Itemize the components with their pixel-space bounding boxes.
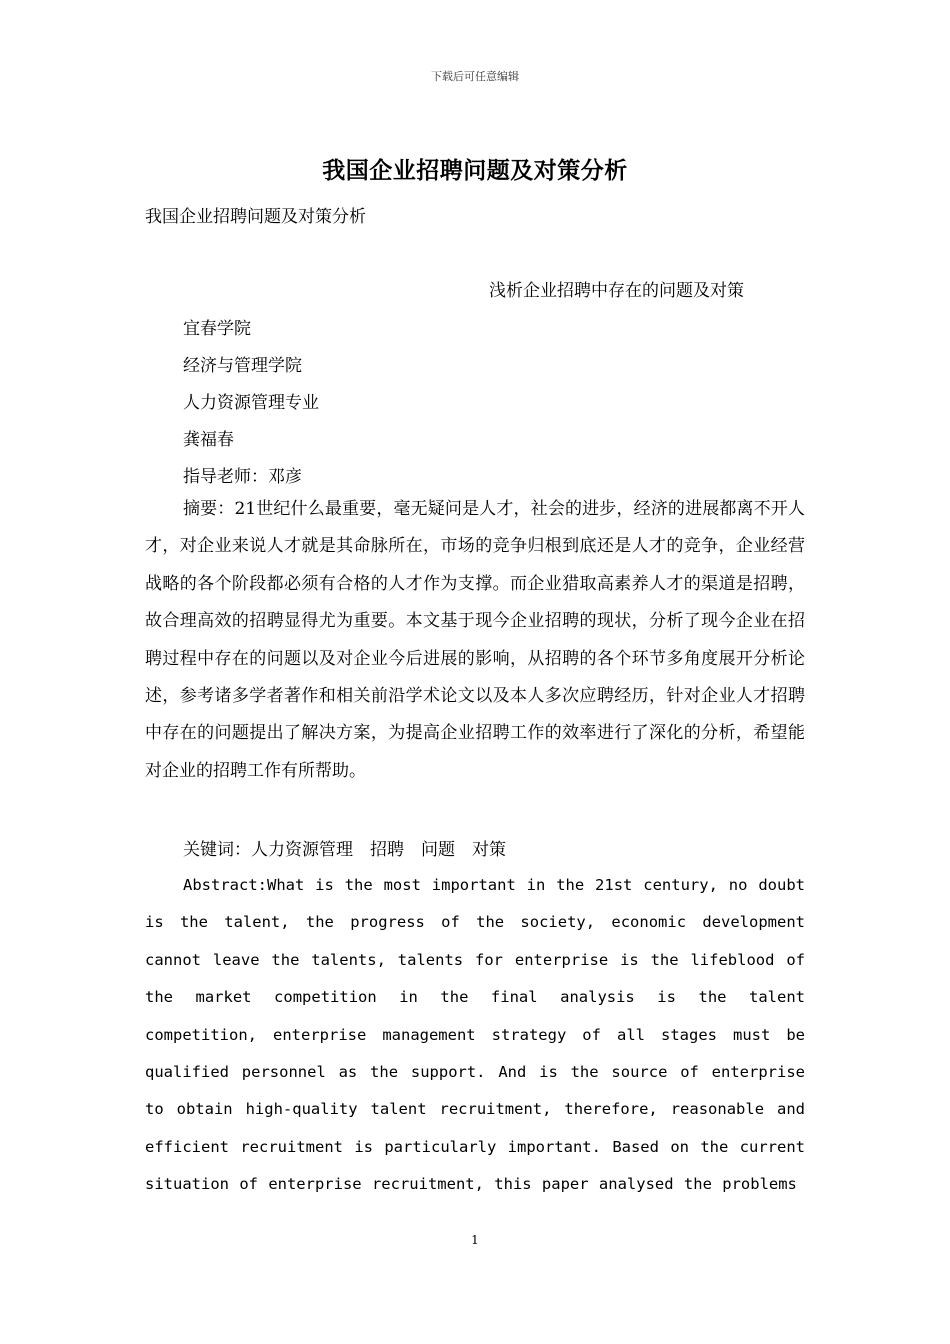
advisor-name: 指导老师：邓彦 [183,467,302,487]
abstract-chinese: 摘要：21世纪什么最重要，毫无疑问是人才，社会的进步，经济的进展都离不开人才，对企业来说人才就是其命脉所在，市场的竞争归根到底还是人才的竞争，企业经营战略的各个阶段都必须有合格的人才作为支撑。而企业猎取高素养人才的渠道是招聘，故合理高效的招聘显得尤为重要。本文基于现今企业招聘的现状，分析了现今企业在招聘过程中存在的问题以及对企业今后进展的影响，从招聘的各个环节多角度展开分析论述，参考诸多学者著作和相关前沿学术论文以及本人多次应聘经历，针对企业人才招聘中存在的问题提出了解决方案，为提高企业招聘工作的效率进行了深化的分析，希望能对企业的招聘工作有所帮助。 [145,499,805,781]
keywords-line: 关键词：人力资源管理 招聘 问题 对策 [183,840,506,860]
paper-heading: 浅析企业招聘中存在的问题及对策 [489,281,744,301]
document-subtitle: 我国企业招聘问题及对策分析 [145,207,366,227]
page-number: 1 [471,1233,479,1247]
school-name: 宜春学院 [183,319,251,339]
header-note: 下载后可任意编辑 [431,70,519,83]
major-name: 人力资源管理专业 [183,393,319,413]
abstract-english: Abstract:What is the most important in the 21st century, no doubt is the talent, the progress of the society, economic development cannot leave the talents, talents for enterprise is the lifeblood of the market competition in the final analysis is the talent competition, enterprise management strategy of all stages must be qualified personnel as the support. And is the source of enterprise to obtain high-quality talent recruitment, therefore, reasonable and efficient recruitment is particularly important. Based on the current situation of enterprise recruitment, this paper analysed the problems [145,876,805,1194]
document-title: 我国企业招聘问题及对策分析 [322,157,628,184]
college-name: 经济与管理学院 [183,356,302,376]
author-name: 龚福春 [183,430,234,450]
